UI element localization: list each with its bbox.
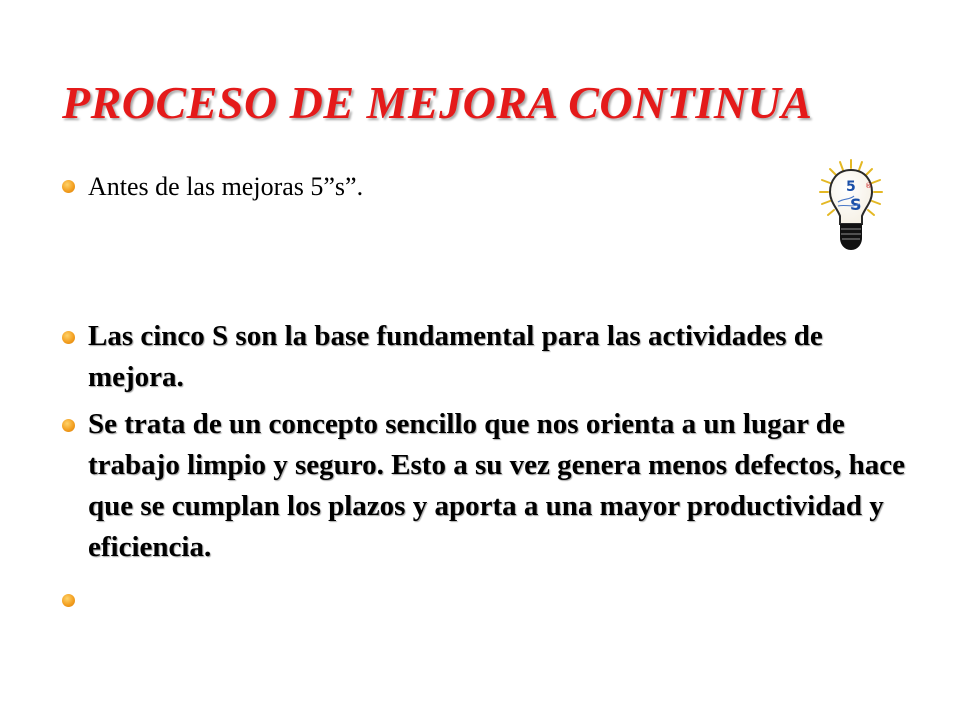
bullet-icon — [62, 419, 75, 432]
bullet-icon — [62, 180, 75, 193]
bullet-text-concept: Se trata de un concepto sencillo que nos orienta a un lugar de trabajo limpio y seguro. Esto a su vez genera menos defectos, hace que se cumplan los plazos y aporta a una mayor productividad y eficiencia. — [88, 408, 905, 563]
bullet-icon — [62, 594, 75, 607]
lightbulb-5s-icon — [818, 158, 884, 260]
slide-title: PROCESO DE MEJORA CONTINUA — [62, 77, 813, 128]
svg-text:S: S — [850, 195, 862, 214]
bullet-text-five-s-base: Las cinco S son la base fundamental para las actividades de mejora. — [88, 320, 823, 393]
bullet-icon — [62, 331, 75, 344]
svg-text:®: ® — [865, 182, 872, 190]
bullet-text-before-5s: Antes de las mejoras 5”s”. — [88, 172, 364, 201]
svg-text:5: 5 — [846, 179, 856, 195]
